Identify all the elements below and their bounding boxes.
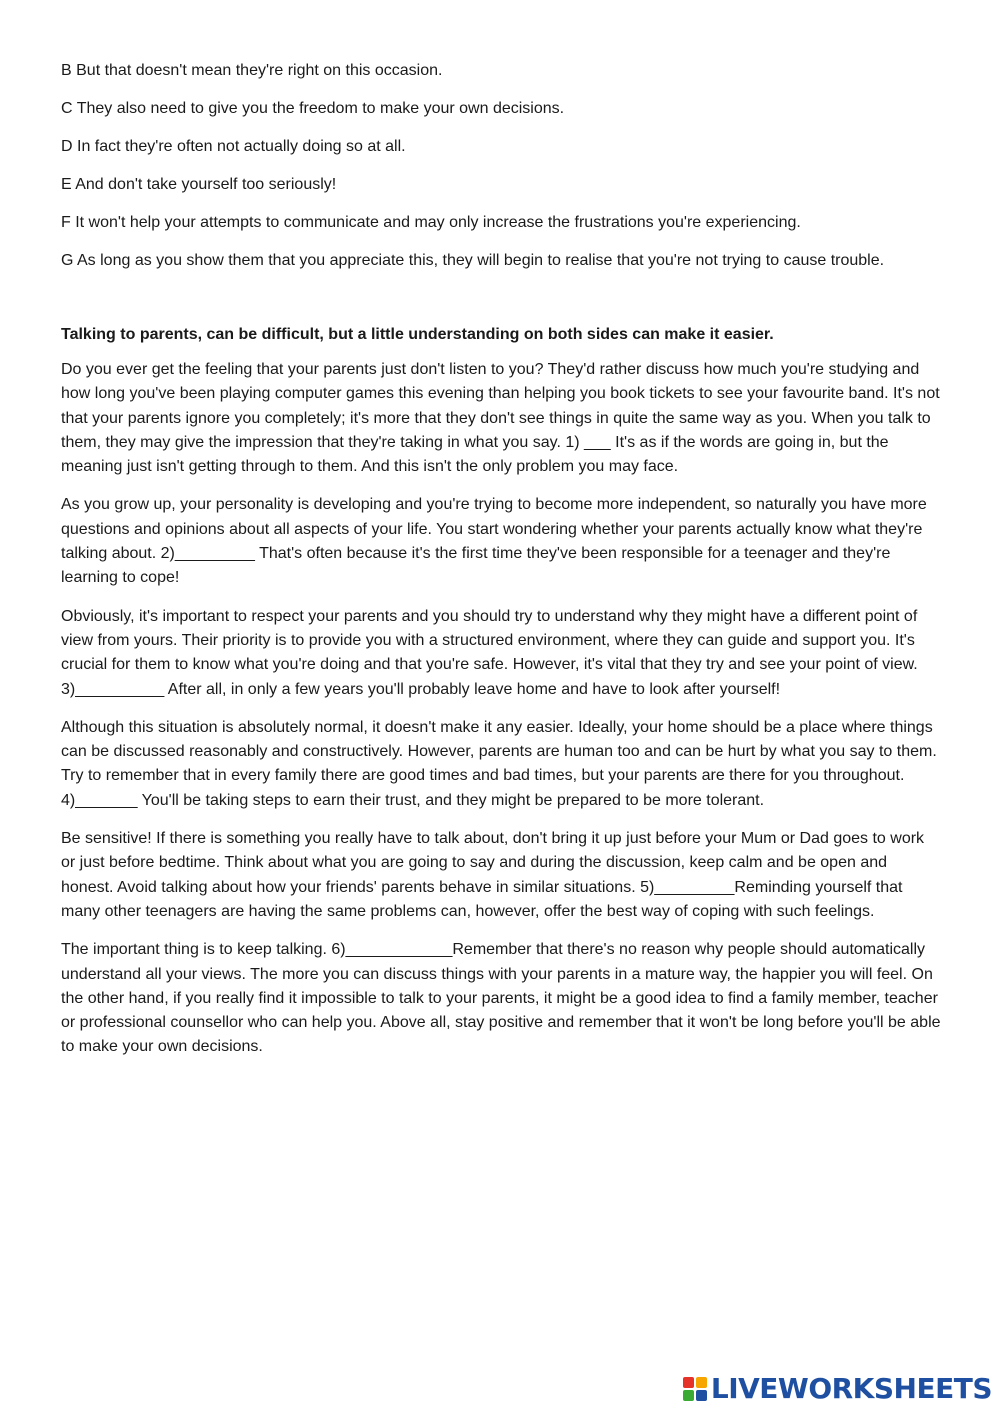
logo-text: LIVEWORKSHEETS [710,1372,992,1405]
article-paragraph: As you grow up, your personality is developing and you're trying to become more independent, so naturally you have more questions and opinions about all aspects of your life. You start wondering whether your parents actually know what they're talking about. 2)_________ That's often because it's the first time they've been responsible for a teenager and they're learning to cope! [61,496,927,587]
article-heading: Talking to parents, can be difficult, but a little understanding on both sides can make it easier. [61,326,774,343]
article-paragraph: Be sensitive! If there is something you really have to talk about, don't bring it up just before your Mum or Dad goes to work or just before bedtime. Think about what you are going to say and during the discussion, keep calm and be open and honest. Avoid talking about how your friends' parents behave in similar situations. 5)_________Reminding yourself that many other teenagers are having the same problems can, however, offer the best way of coping with such feelings. [61,830,925,920]
option-g: G As long as you show them that you appreciate this, they will begin to realise that you're not trying to cause trouble. [61,252,885,269]
logo-block [683,1377,694,1388]
logo-block [696,1390,707,1401]
logo-block [696,1377,707,1388]
article-paragraph: Obviously, it's important to respect your parents and you should try to understand why they might have a different point of view from yours. Their priority is to provide you with a structured environment, where they can guide and support you. It's crucial for them to know what you're doing and that you're safe. However, it's vital that they try and see your point of view. 3)__________ After all, in only a few years you'll probably leave home and have to look after yourself! [61,607,918,698]
article-paragraph: The important thing is to keep talking. 6)____________Remember that there's no reason why people should automatically understand all your views. The more you can discuss things with your parents in a mature way, the happier you will feel. On the other hand, if you really find it impossible to talk to your parents, it might be a good idea to find a family member, teacher or professional counsellor who can help you. Above all, stay positive and remember that it won't be long before you'll be able to make your own decisions. [61,941,941,1056]
logo-block [683,1390,694,1401]
liveworksheets-logo [683,1372,992,1405]
logo-blocks-icon [683,1377,707,1401]
option-d: D In fact they're often not actually doing so at all. [61,138,406,155]
option-c: C They also need to give you the freedom to make your own decisions. [61,100,565,117]
worksheet-page [61,58,941,1074]
option-b: B But that doesn't mean they're right on this occasion. [61,62,443,79]
option-f: F It won't help your attempts to communicate and may only increase the frustrations you're experiencing. [61,214,801,231]
option-e: E And don't take yourself too seriously! [61,176,337,193]
article [61,323,941,1060]
answer-options [61,58,941,273]
article-paragraph: Although this situation is absolutely normal, it doesn't make it any easier. Ideally, your home should be a place where things can be discussed reasonably and constructively. However, parents are human too and can be hurt by what you say to them. Try to remember that in every family there are good times and bad times, but your parents are there for you throughout. 4)_______ You'll be taking steps to earn their trust, and they might be prepared to be more tolerant. [61,718,937,809]
article-paragraph: Do you ever get the feeling that your parents just don't listen to you? They'd rather discuss how much you're studying and how long you've been playing computer games this evening than helping you book tickets to see your favourite band. It's not that your parents ignore you completely; it's more that they don't see things in quite the same way as you. When you talk to them, they may give the impression that they're taking in what you say. 1) ___ It's as if the words are going in, but the meaning just isn't getting through to them. And this isn't the only problem you may face. [61,361,940,476]
